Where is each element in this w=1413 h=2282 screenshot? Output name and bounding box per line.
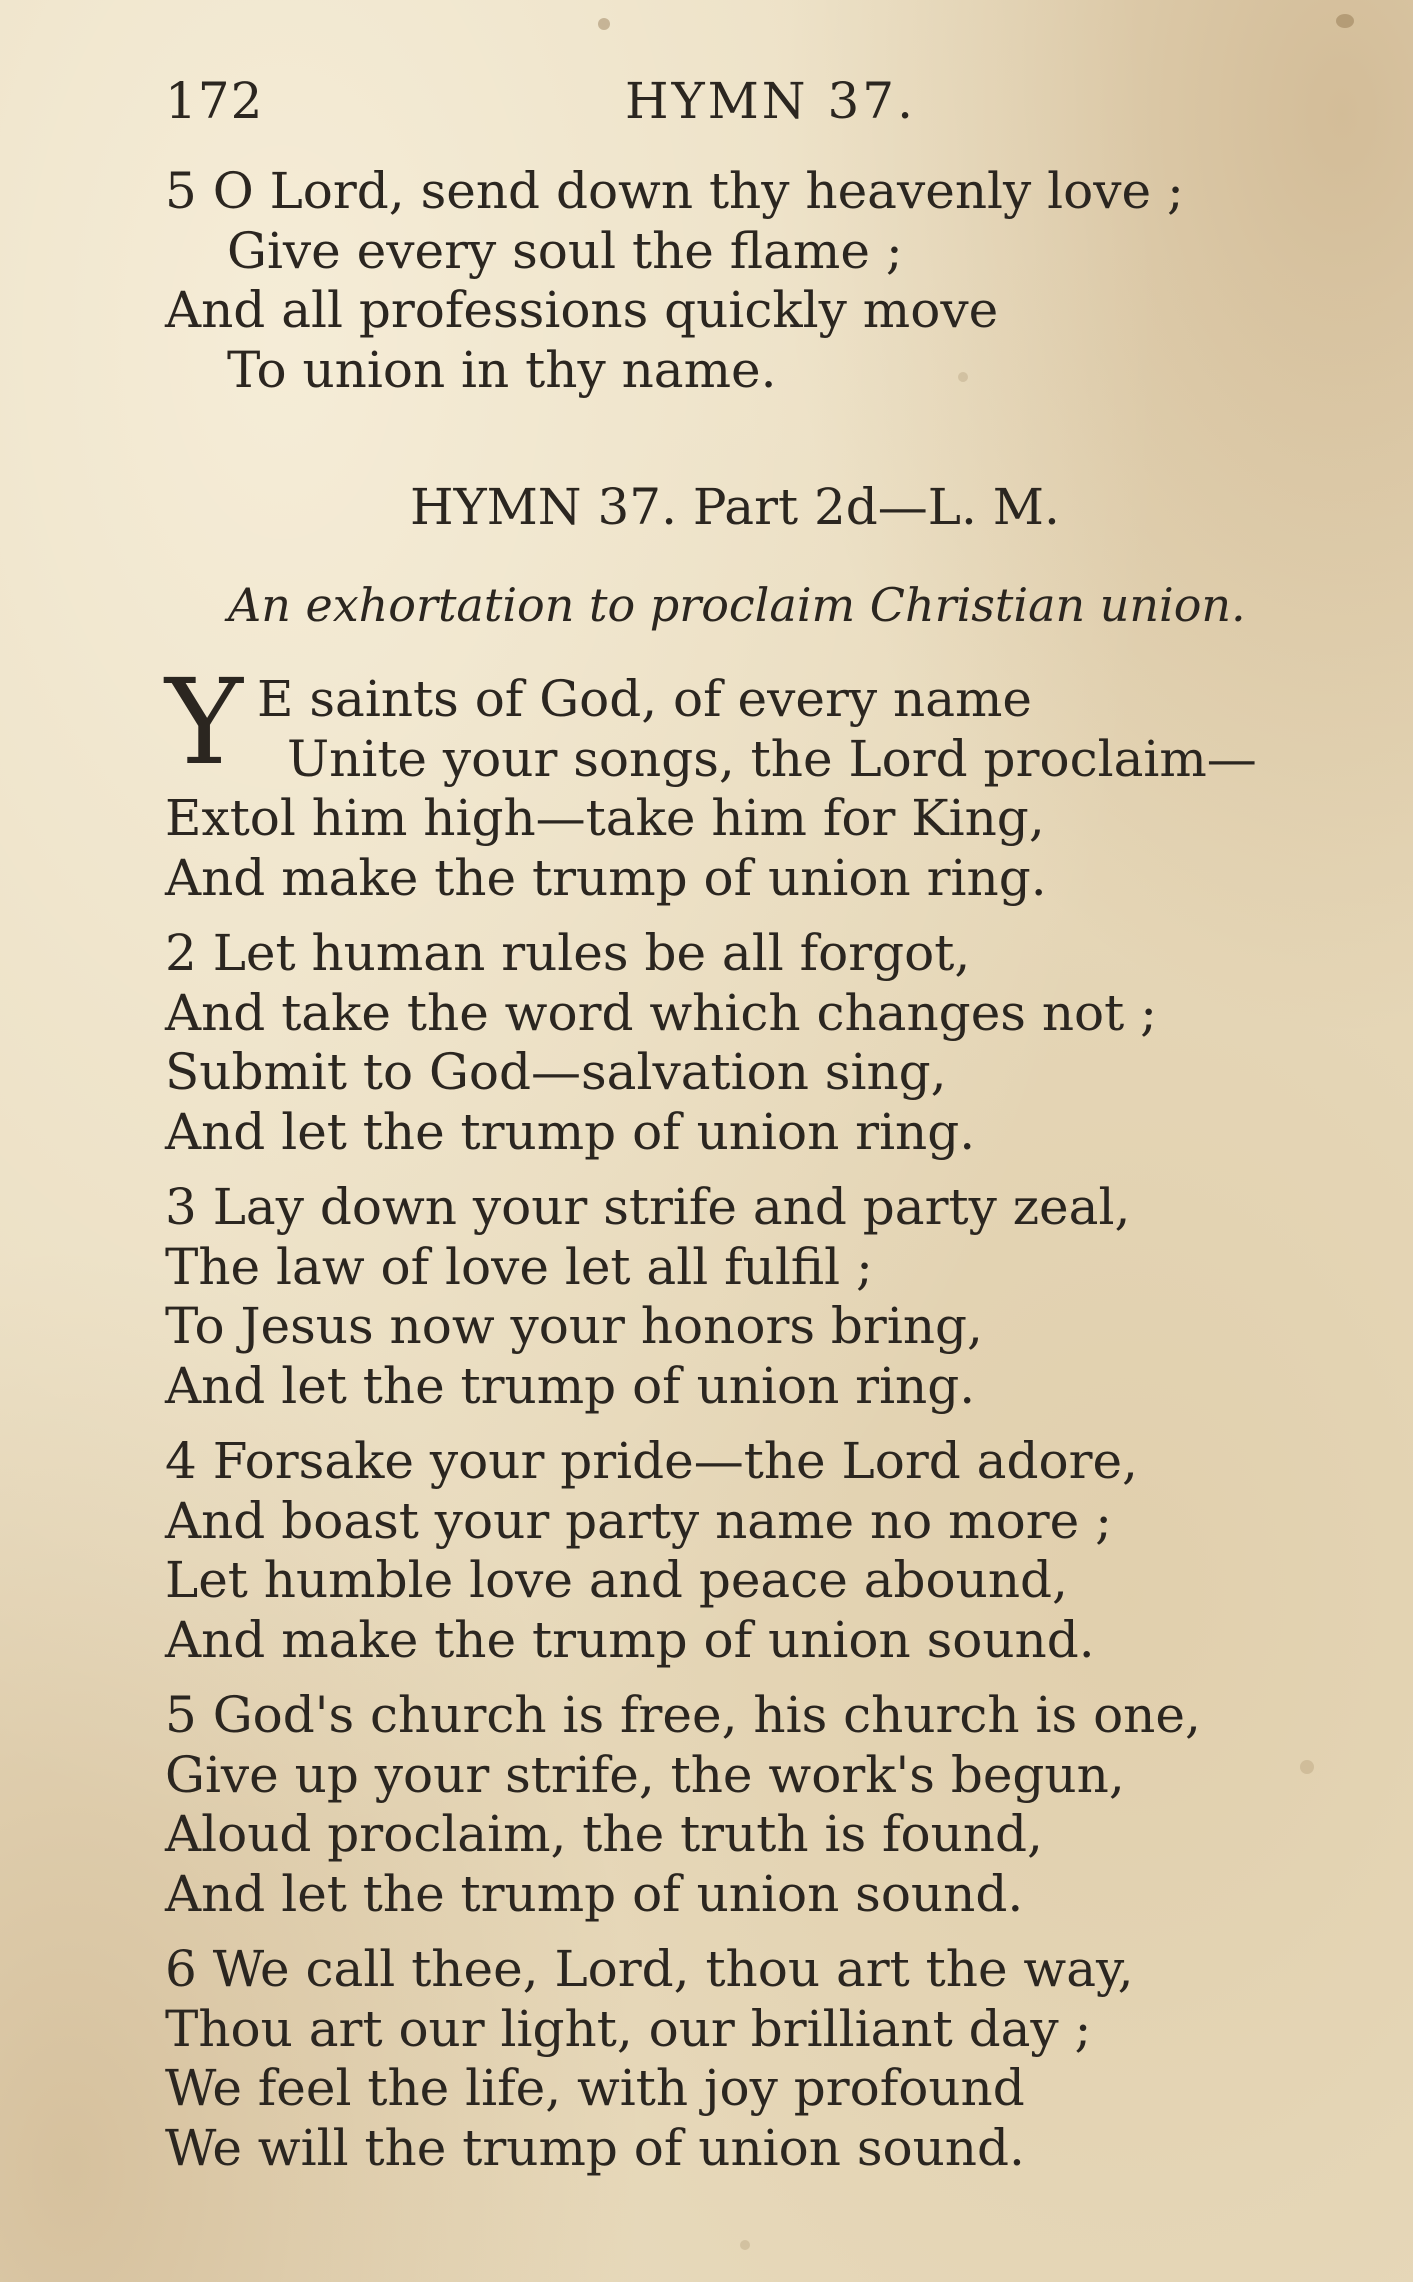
stanza-line: 4 Forsake your pride—the Lord adore, [165, 1432, 1138, 1490]
continuation-stanza [165, 162, 1345, 400]
stanza-line: We feel the life, with joy profound [165, 2059, 1025, 2117]
stanza-line: We will the trump of union sound. [165, 2118, 1025, 2177]
stanza-line: To union in thy name. [227, 340, 777, 399]
first-stanza [165, 653, 1345, 908]
stanza-line: E saints of God, of every name [257, 670, 1033, 728]
stanza-line: 5 O Lord, send down thy heavenly love ; [165, 162, 1184, 220]
stanza-line: And boast your party name no more ; [165, 1491, 1112, 1550]
stanza-line: And make the trump of union sound. [165, 1610, 1095, 1669]
stanza-line: And let the trump of union sound. [165, 1864, 1024, 1923]
stanza-line: 6 We call thee, Lord, thou art the way, [165, 1940, 1134, 1998]
stanza-line: Aloud proclaim, the truth is found, [165, 1805, 1043, 1863]
stanza-line: To Jesus now your honors bring, [165, 1297, 983, 1355]
stanza-line: Extol him high—take him for King, [165, 789, 1045, 847]
stanza-line: And all professions quickly move [165, 281, 999, 339]
stanza-line: And make the trump of union ring. [165, 848, 1047, 907]
stanza-line: And let the trump of union ring. [165, 1102, 976, 1161]
stanza-line: Unite your songs, the Lord proclaim— [287, 729, 1257, 788]
stanza-line: 5 God's church is free, his church is one, [165, 1686, 1201, 1744]
stanza-line: Let humble love and peace abound, [165, 1551, 1068, 1609]
stanza-4 [165, 1432, 1345, 1670]
stanza-line: And let the trump of union ring. [165, 1356, 976, 1415]
hymn-subtitle: An exhortation to proclaim Christian union. [228, 578, 1246, 632]
page-header [165, 72, 1265, 142]
hymn-title: HYMN 37. Part 2d—L. M. [410, 478, 1060, 536]
stanza-line: Give up your strife, the work's begun, [165, 1745, 1125, 1804]
stanza-3 [165, 1178, 1345, 1416]
paper-speck [1336, 14, 1354, 28]
stanza-line: Give every soul the flame ; [227, 221, 903, 280]
paper-speck [740, 2240, 750, 2250]
drop-cap: Y [165, 653, 243, 791]
stanza-5 [165, 1686, 1345, 1924]
stanza-line: And take the word which changes not ; [165, 983, 1157, 1042]
stanza-list [165, 924, 1345, 2194]
stanza-line: 3 Lay down your strife and party zeal, [165, 1178, 1131, 1236]
page-number: 172 [165, 72, 264, 130]
stanza-line: Submit to God—salvation sing, [165, 1043, 947, 1101]
paper-speck [598, 18, 610, 30]
stanza-line: The law of love let all fulfil ; [165, 1237, 873, 1296]
stanza-6 [165, 1940, 1345, 2178]
stanza-2 [165, 924, 1345, 1162]
paper-speck [958, 372, 968, 382]
stanza-line: 2 Let human rules be all forgot, [165, 924, 971, 982]
stanza-line: Thou art our light, our brilliant day ; [165, 1999, 1092, 2058]
paper-speck [1300, 1760, 1314, 1774]
running-head: HYMN 37. [625, 72, 916, 130]
